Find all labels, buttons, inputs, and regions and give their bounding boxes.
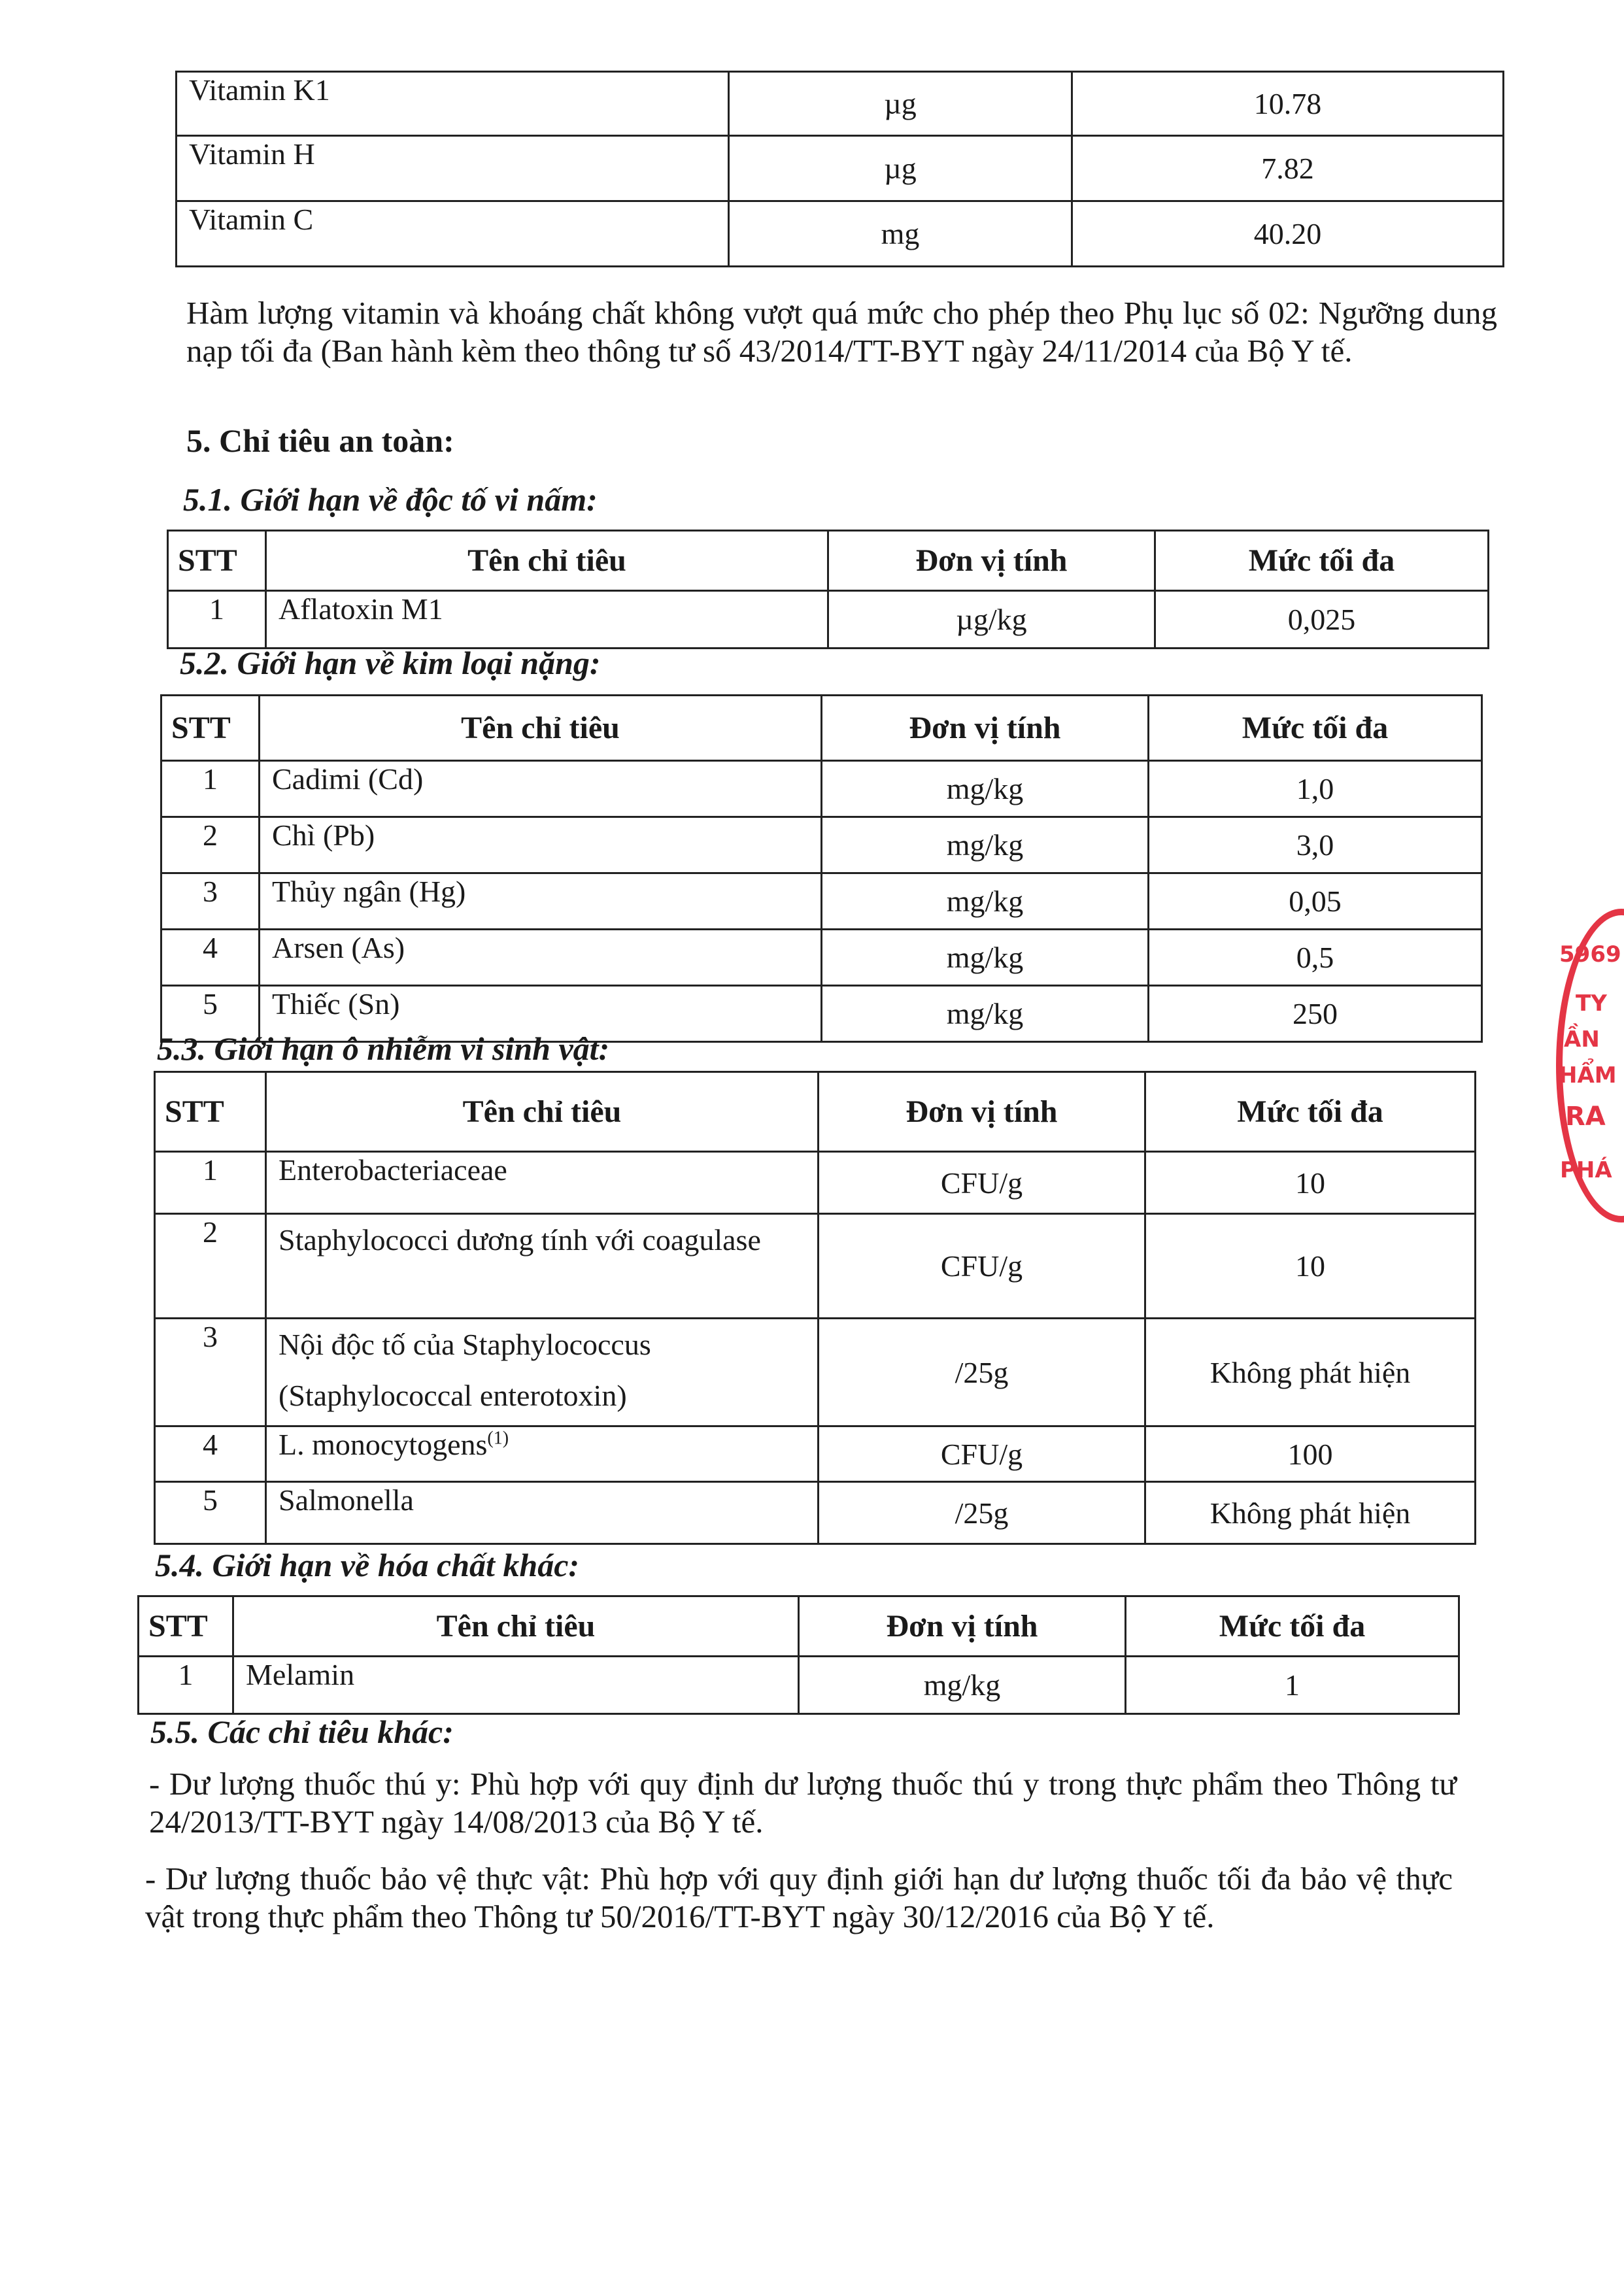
row-unit: mg/kg — [822, 873, 1149, 930]
stamp-text: HẨM — [1559, 1062, 1617, 1088]
header-name: Tên chỉ tiêu — [266, 1072, 819, 1152]
microbial-table — [154, 1071, 1476, 1545]
vitamin-unit: mg — [729, 201, 1072, 267]
header-max: Mức tối đa — [1155, 531, 1489, 591]
header-unit: Đơn vị tính — [828, 531, 1155, 591]
company-stamp — [1556, 909, 1624, 1223]
vitamin-value: 40.20 — [1072, 201, 1504, 267]
row-max: 100 — [1145, 1426, 1476, 1482]
row-max: 1 — [1126, 1657, 1459, 1714]
vitamin-name: Vitamin H — [177, 136, 729, 201]
row-unit: CFU/g — [819, 1214, 1145, 1319]
section-5-3-title: 5.3. Giới hạn ô nhiễm vi sinh vật: — [157, 1030, 610, 1067]
row-name: Thiếc (Sn) — [260, 986, 822, 1042]
vitamin-unit: µg — [729, 136, 1072, 201]
row-max: 0,025 — [1155, 591, 1489, 649]
row-max: 0,05 — [1149, 873, 1482, 930]
header-name: Tên chỉ tiêu — [260, 696, 822, 761]
row-max: 250 — [1149, 986, 1482, 1042]
table-row — [161, 817, 1482, 873]
header-unit: Đơn vị tính — [822, 696, 1149, 761]
row-unit: CFU/g — [819, 1152, 1145, 1214]
row-name: Thủy ngân (Hg) — [260, 873, 822, 930]
row-unit: mg/kg — [822, 761, 1149, 817]
row-name: Chì (Pb) — [260, 817, 822, 873]
row-max: Không phát hiện — [1145, 1319, 1476, 1426]
table-row — [177, 72, 1504, 136]
header-unit: Đơn vị tính — [819, 1072, 1145, 1152]
section-5-2-title: 5.2. Giới hạn về kim loại nặng: — [180, 645, 601, 681]
stamp-text: TY — [1576, 990, 1607, 1017]
header-stt: STT — [139, 1596, 233, 1657]
header-name: Tên chỉ tiêu — [266, 531, 828, 591]
table-row — [168, 591, 1489, 649]
row-name — [266, 1426, 819, 1482]
row-unit: /25g — [819, 1319, 1145, 1426]
vitamin-unit: µg — [729, 72, 1072, 136]
header-stt: STT — [161, 696, 260, 761]
row-stt: 5 — [161, 986, 260, 1042]
row-name: Enterobacteriaceae — [266, 1152, 819, 1214]
table-header-row — [155, 1072, 1476, 1152]
row-stt: 1 — [168, 591, 266, 649]
row-stt: 2 — [155, 1214, 266, 1319]
header-unit: Đơn vị tính — [799, 1596, 1126, 1657]
row-stt: 4 — [155, 1426, 266, 1482]
table-header-row — [168, 531, 1489, 591]
row-stt: 3 — [161, 873, 260, 930]
header-name: Tên chỉ tiêu — [233, 1596, 799, 1657]
row-unit: mg/kg — [822, 817, 1149, 873]
section-5-1-title: 5.1. Giới hạn về độc tố vi nấm: — [183, 481, 598, 518]
row-name: Arsen (As) — [260, 930, 822, 986]
header-max: Mức tối đa — [1145, 1072, 1476, 1152]
row-name: Cadimi (Cd) — [260, 761, 822, 817]
vitamin-value: 7.82 — [1072, 136, 1504, 201]
header-max: Mức tối đa — [1149, 696, 1482, 761]
table-row — [155, 1482, 1476, 1544]
table-row — [177, 136, 1504, 201]
row-stt: 4 — [161, 930, 260, 986]
vet-drug-residue-note: - Dư lượng thuốc thú y: Phù hợp với quy định dư lượng thuốc thú y trong thực phẩm theo Thông tư 24/2013/TT-BYT ngày 14/08/2013 của Bộ Y tế. — [149, 1766, 1457, 1840]
stamp-text: ẦN — [1564, 1026, 1600, 1053]
row-stt: 5 — [155, 1482, 266, 1544]
row-name: Melamin — [233, 1657, 799, 1714]
row-name: Aflatoxin M1 — [266, 591, 828, 649]
row-max: Không phát hiện — [1145, 1482, 1476, 1544]
vitamin-value: 10.78 — [1072, 72, 1504, 136]
header-stt: STT — [155, 1072, 266, 1152]
section-5-5-title: 5.5. Các chỉ tiêu khác: — [150, 1713, 454, 1750]
row-unit: CFU/g — [819, 1426, 1145, 1482]
row-max: 0,5 — [1149, 930, 1482, 986]
row-stt: 2 — [161, 817, 260, 873]
row-unit: mg/kg — [822, 986, 1149, 1042]
row-stt: 1 — [139, 1657, 233, 1714]
stamp-text: RA — [1565, 1102, 1606, 1132]
row-unit: mg/kg — [822, 930, 1149, 986]
stamp-text: 5969 — [1559, 941, 1621, 968]
table-row — [161, 761, 1482, 817]
table-row — [161, 930, 1482, 986]
footnote-marker: (1) — [487, 1428, 509, 1449]
table-row — [177, 201, 1504, 267]
table-header-row — [161, 696, 1482, 761]
row-name: Staphylococci dương tính với coagulase — [266, 1214, 819, 1319]
mycotoxin-table — [167, 530, 1489, 649]
stamp-text: PHÁ — [1560, 1157, 1612, 1183]
row-stt: 3 — [155, 1319, 266, 1426]
vitamin-name: Vitamin C — [177, 201, 729, 267]
header-stt: STT — [168, 531, 266, 591]
heavy-metal-table — [160, 694, 1483, 1043]
row-unit: /25g — [819, 1482, 1145, 1544]
header-max: Mức tối đa — [1126, 1596, 1459, 1657]
table-row — [139, 1657, 1459, 1714]
row-stt: 1 — [161, 761, 260, 817]
intro-paragraph: Hàm lượng vitamin và khoáng chất không vượt quá mức cho phép theo Phụ lục số 02: Ngưỡng dung nạp tối đa (Ban hành kèm theo thông tư số 43/2014/TT-BYT ngày 24/11/2014 của Bộ Y tế. — [186, 295, 1497, 369]
row-name: Salmonella — [266, 1482, 819, 1544]
row-max: 10 — [1145, 1214, 1476, 1319]
table-row — [155, 1319, 1476, 1426]
table-header-row — [139, 1596, 1459, 1657]
row-unit: mg/kg — [799, 1657, 1126, 1714]
table-row — [161, 873, 1482, 930]
row-max: 10 — [1145, 1152, 1476, 1214]
row-name: Nội độc tố của Staphylococcus (Staphylococcal enterotoxin) — [266, 1319, 819, 1426]
section-5-title: 5. Chỉ tiêu an toàn: — [186, 422, 454, 459]
vitamin-name: Vitamin K1 — [177, 72, 729, 136]
row-unit: µg/kg — [828, 591, 1155, 649]
table-row — [155, 1214, 1476, 1319]
chemical-table — [137, 1595, 1460, 1715]
row-max: 3,0 — [1149, 817, 1482, 873]
table-row — [155, 1152, 1476, 1214]
vitamin-table — [175, 71, 1504, 267]
table-row — [155, 1426, 1476, 1482]
section-5-4-title: 5.4. Giới hạn về hóa chất khác: — [155, 1547, 580, 1583]
row-max: 1,0 — [1149, 761, 1482, 817]
row-stt: 1 — [155, 1152, 266, 1214]
row-name-text: L. monocytogens — [279, 1428, 488, 1461]
pesticide-residue-note: - Dư lượng thuốc bảo vệ thực vật: Phù hợp với quy định giới hạn dư lượng thuốc tối đa bảo vệ thực vật trong thực phẩm theo Thông tư 50/2016/TT-BYT ngày 30/12/2016 của Bộ Y tế. — [145, 1861, 1453, 1934]
